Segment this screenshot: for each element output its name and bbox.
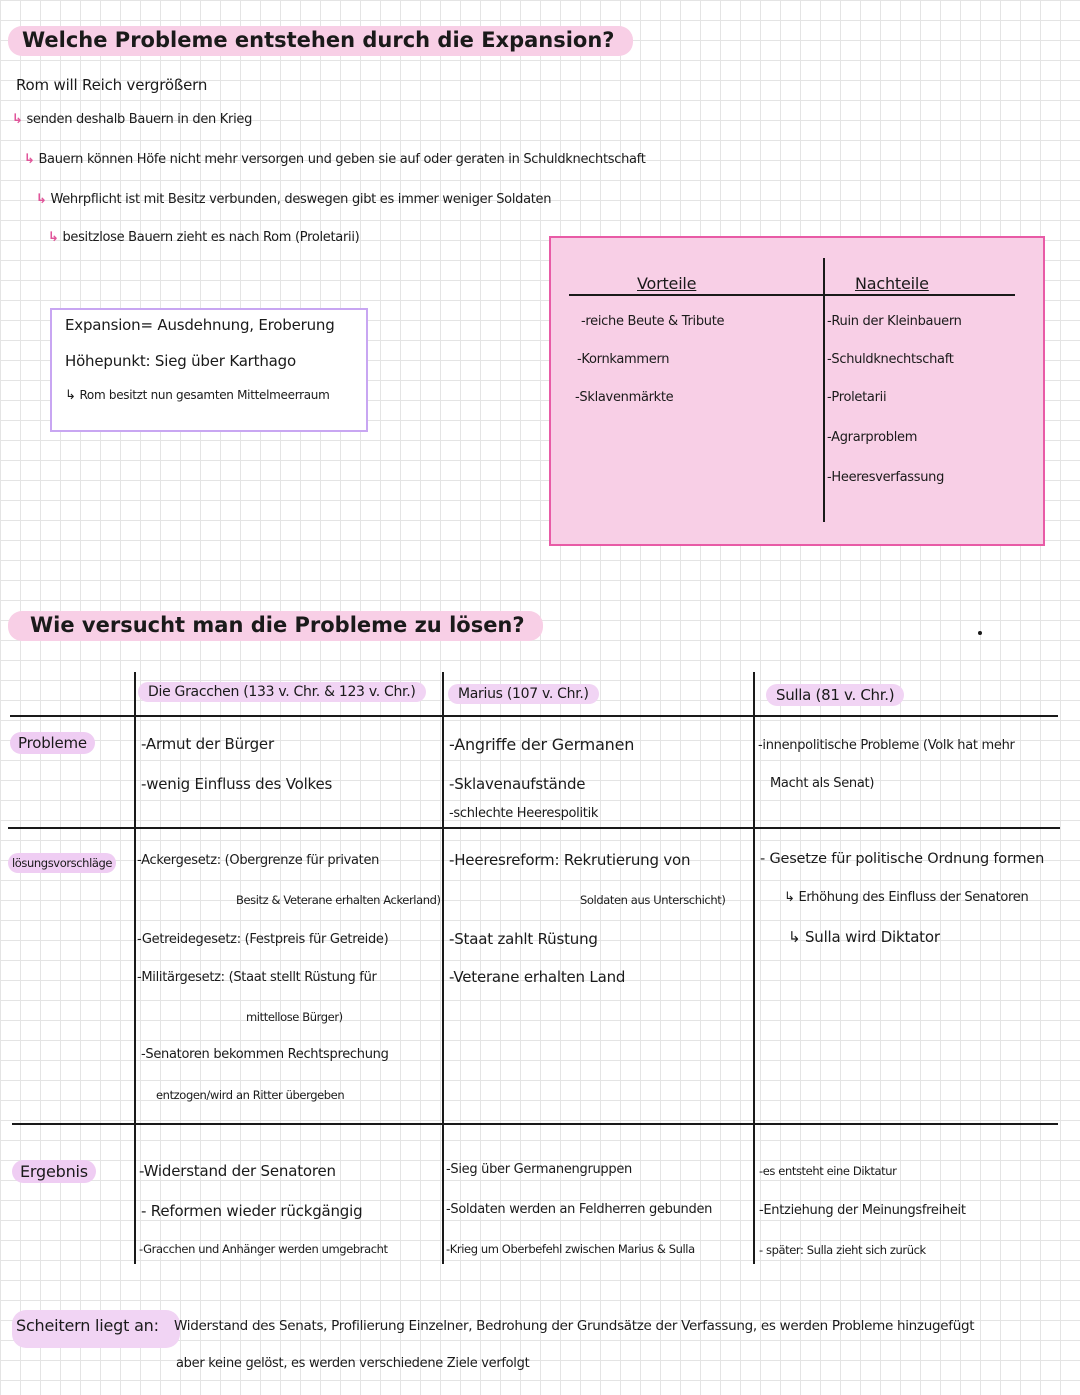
chain-item-2 (24, 152, 646, 167)
column-header-marius: Marius (107 v. Chr.) (448, 684, 599, 704)
column-header-gracchen: Die Gracchen (133 v. Chr. & 123 v. Chr.) (138, 682, 426, 702)
cons-title: Nachteile (855, 274, 929, 293)
loesung-marius-1: Soldaten aus Unterschicht) (580, 893, 726, 907)
ergebnis-gracchen-1: - Reformen wieder rückgängig (141, 1202, 363, 1220)
conclusion-line-2: aber keine gelöst, es werden verschiedene Ziele verfolgt (176, 1356, 530, 1371)
probleme-marius-2: -schlechte Heerespolitik (449, 806, 599, 821)
loesung-gracchen-1: Besitz & Veterane erhalten Ackerland) (236, 893, 441, 907)
probleme-sulla-1: Macht als Senat) (770, 776, 875, 791)
loesung-sulla-1 (784, 890, 1028, 905)
arrow-icon: ↳ (24, 152, 35, 167)
chain-item-4-text: besitzlose Bauern zieht es nach Rom (Proletarii) (62, 230, 360, 245)
ergebnis-gracchen-2: -Gracchen und Anhänger werden umgebracht (139, 1242, 388, 1256)
ergebnis-sulla-1: -Entziehung der Meinungsfreiheit (759, 1203, 966, 1218)
definition-line-1: Expansion= Ausdehnung, Eroberung (65, 316, 335, 334)
pro-item-1: -Kornkammern (577, 352, 670, 367)
pro-item-0: -reiche Beute & Tribute (581, 314, 725, 329)
chain-item-3 (36, 192, 551, 207)
column-header-sulla: Sulla (81 v. Chr.) (766, 684, 904, 706)
con-item-3: -Agrarproblem (827, 430, 918, 445)
row-label-probleme: Probleme (10, 732, 95, 754)
chain-item-1-text: senden deshalb Bauern in den Krieg (26, 112, 253, 127)
definition-line-3 (65, 388, 330, 403)
table-line-v1 (134, 672, 136, 1264)
loesung-marius-2: -Staat zahlt Rüstung (449, 930, 598, 948)
con-item-2: -Proletarii (827, 390, 887, 405)
arrow-icon: ↳ (12, 112, 23, 127)
loesung-gracchen-6: entzogen/wird an Ritter übergeben (156, 1088, 345, 1102)
section2-heading (8, 611, 543, 641)
arrow-icon: ↳ (65, 388, 76, 403)
loesung-sulla-1-text: Erhöhung des Einfluss der Senatoren (798, 890, 1029, 905)
row-label-ergebnis: Ergebnis (12, 1160, 96, 1183)
chain-item-0: Rom will Reich vergrößern (16, 76, 208, 94)
table-line-h1 (10, 715, 1058, 717)
pros-title: Vorteile (637, 274, 697, 293)
definition-line-3-text: Rom besitzt nun gesamten Mittelmeerraum (79, 388, 330, 402)
con-item-1: -Schuldknechtschaft (827, 352, 954, 367)
table-line-h2 (8, 827, 1060, 829)
loesung-gracchen-3: -Militärgesetz: (Staat stellt Rüstung für (137, 970, 377, 985)
probleme-marius-1: -Sklavenaufstände (449, 775, 586, 793)
table-line-v2 (442, 672, 444, 1264)
pros-cons-box (549, 236, 1045, 546)
arrow-icon: ↳ (48, 230, 59, 245)
ergebnis-sulla-0: -es entsteht eine Diktatur (759, 1164, 897, 1178)
loesung-sulla-2-text: Sulla wird Diktator (804, 928, 940, 946)
arrow-icon: ↳ (36, 192, 47, 207)
conclusion-label-text: Scheitern liegt an: (16, 1316, 159, 1335)
loesung-gracchen-0: -Ackergesetz: (Obergrenze für privaten (137, 853, 380, 868)
conclusion-line-1: Widerstand des Senats, Profilierung Einzelner, Bedrohung der Grundsätze der Verfassung, es werden Probleme hinzugefügt (174, 1318, 975, 1334)
ergebnis-marius-2: -Krieg um Oberbefehl zwischen Marius & Sulla (446, 1242, 695, 1256)
loesung-marius-0: -Heeresreform: Rekrutierung von (449, 851, 691, 869)
dot-mark (978, 631, 982, 635)
probleme-marius-0: -Angriffe der Germanen (449, 735, 635, 754)
chain-item-4 (48, 230, 359, 245)
probleme-gracchen-0: -Armut der Bürger (141, 735, 274, 753)
loesung-gracchen-5: -Senatoren bekommen Rechtsprechung (141, 1047, 389, 1062)
loesung-marius-3: -Veterane erhalten Land (449, 968, 626, 986)
definition-line-2: Höhepunkt: Sieg über Karthago (65, 352, 296, 370)
loesung-sulla-0: - Gesetze für politische Ordnung formen (760, 851, 1045, 867)
tchart-vertical-line (823, 258, 825, 522)
ergebnis-gracchen-0: -Widerstand der Senatoren (139, 1162, 336, 1180)
tchart-horizontal-line (569, 294, 1015, 296)
loesung-gracchen-4: mittellose Bürger) (246, 1010, 343, 1024)
ergebnis-marius-1: -Soldaten werden an Feldherren gebunden (446, 1202, 713, 1217)
loesung-sulla-2 (788, 928, 940, 946)
chain-item-2-text: Bauern können Höfe nicht mehr versorgen und geben sie auf oder geraten in Schuldknechtschaft (38, 152, 646, 167)
section2-heading-text: Wie versucht man die Probleme zu lösen? (30, 613, 525, 637)
loesung-gracchen-2: -Getreidegesetz: (Festpreis für Getreide) (137, 932, 389, 947)
table-line-v3 (753, 672, 755, 1264)
ergebnis-sulla-2: - später: Sulla zieht sich zurück (759, 1243, 926, 1257)
chain-item-1 (12, 112, 252, 127)
probleme-sulla-0: -innenpolitische Probleme (Volk hat mehr (758, 738, 1015, 753)
ergebnis-marius-0: -Sieg über Germanengruppen (446, 1162, 632, 1177)
arrow-icon: ↳ (784, 890, 795, 905)
definition-box (50, 308, 368, 432)
chain-item-3-text: Wehrpflicht ist mit Besitz verbunden, deswegen gibt es immer weniger Soldaten (50, 192, 552, 207)
pro-item-2: -Sklavenmärkte (575, 390, 674, 405)
probleme-gracchen-1: -wenig Einfluss des Volkes (141, 775, 333, 793)
con-item-4: -Heeresverfassung (827, 470, 945, 485)
section1-heading-text: Welche Probleme entstehen durch die Expansion? (22, 28, 615, 52)
section1-heading (8, 26, 633, 56)
row-label-loesungen: lösungsvorschläge (8, 853, 116, 873)
con-item-0: -Ruin der Kleinbauern (827, 314, 962, 329)
arrow-icon: ↳ (788, 928, 801, 946)
table-line-h3 (12, 1123, 1058, 1125)
